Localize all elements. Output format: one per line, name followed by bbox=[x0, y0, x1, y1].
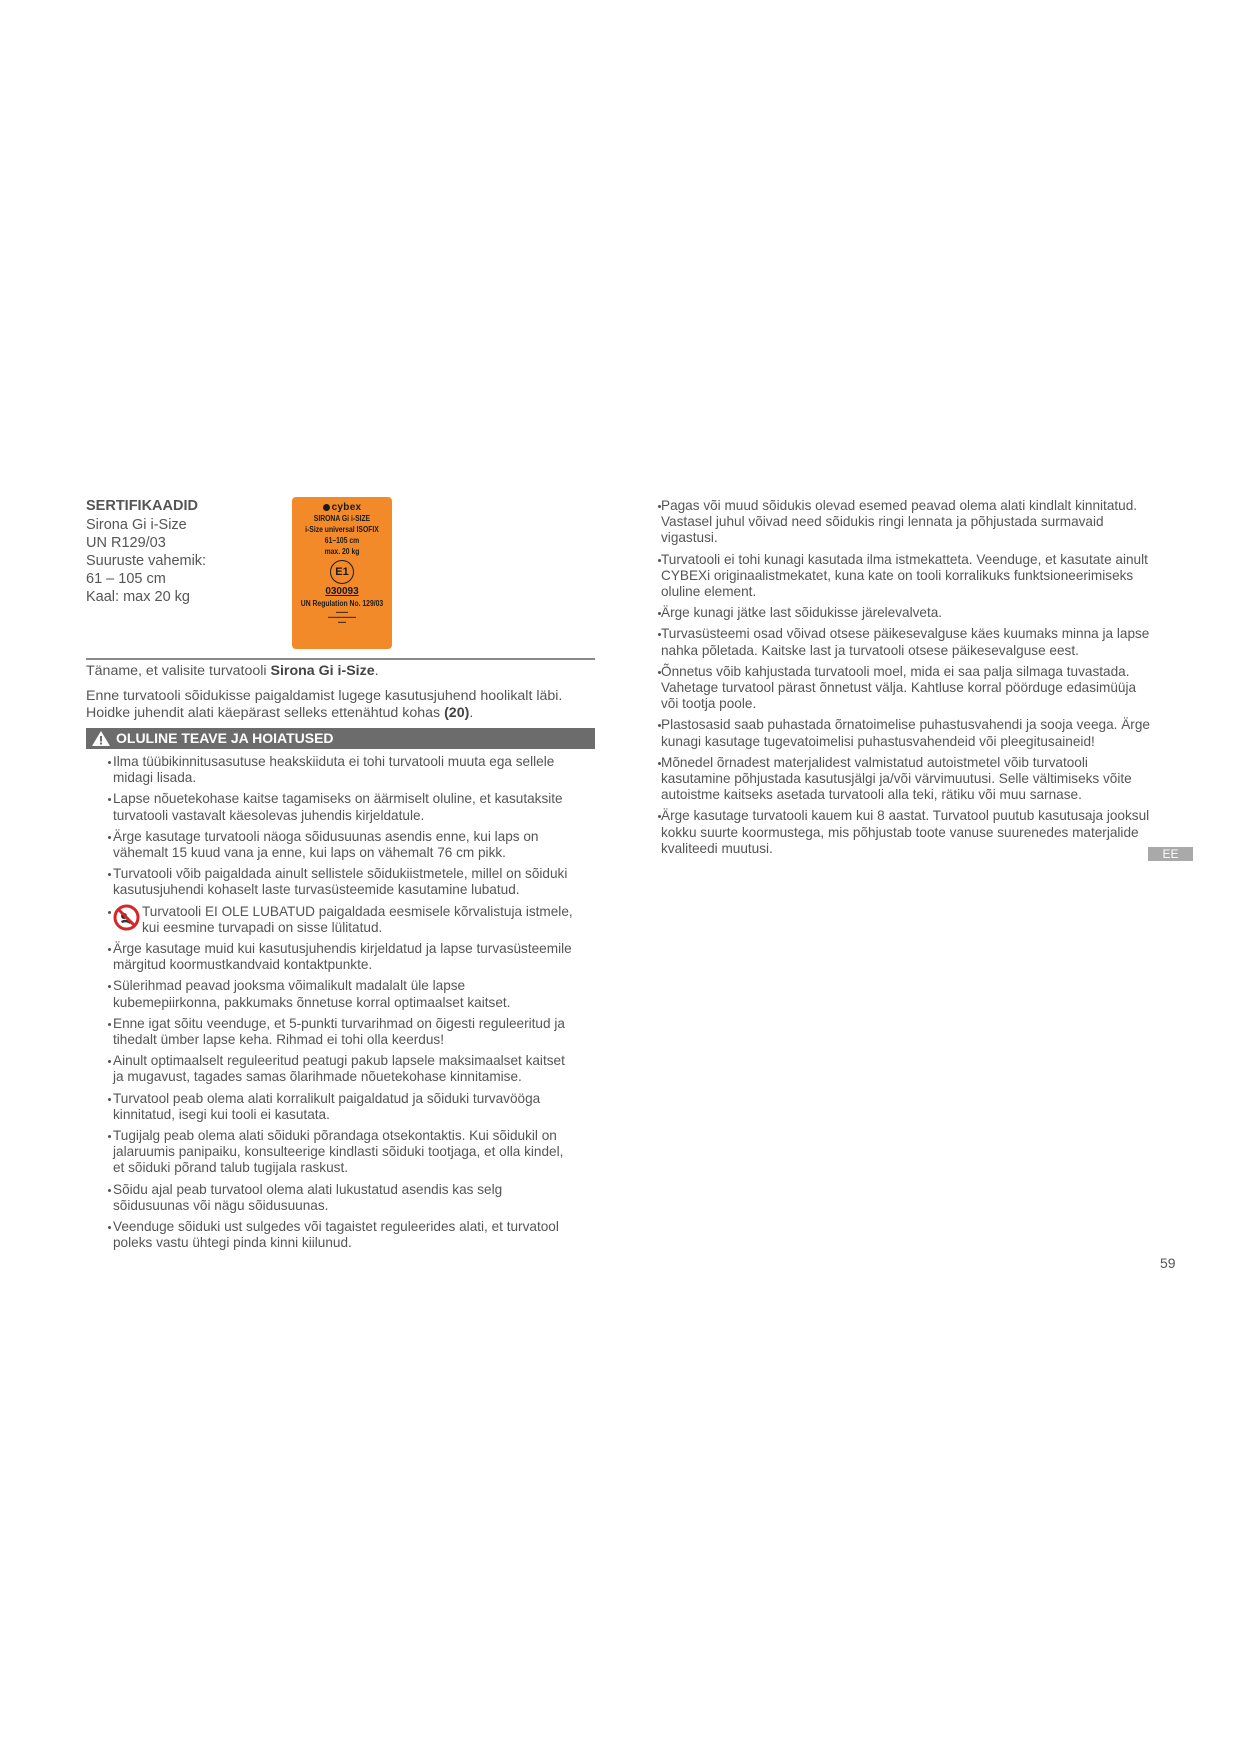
certificate-product: Sirona Gi i-Size bbox=[86, 517, 187, 533]
warning-header bbox=[86, 728, 595, 749]
approval-label bbox=[292, 497, 392, 649]
e-mark-icon: E1 bbox=[330, 560, 354, 584]
list-item: Ärge kunagi jätke last sõidukisse järelevalveta. bbox=[632, 605, 1152, 621]
label-weight: max. 20 kg bbox=[324, 547, 360, 556]
intro-instructions: Enne turvatooli sõidukisse paigaldamist lugege kasutusjuhend hoolikalt läbi. Hoidke juhendit alati käepärast selleks ettenähtud kohas (20). bbox=[86, 687, 563, 721]
section-divider bbox=[86, 658, 595, 660]
list-item: Turvatooli ei tohi kunagi kasutada ilma istmekatteta. Veenduge, et kasutate ainult CYBEXi originaalistmekatet, kuna kate on tooli korralikuks funktsioneerimiseks oluline element. bbox=[632, 552, 1152, 601]
list-item: Plastosasid saab puhastada õrnatoimelise puhastusvahendi ja sooja veega. Ärge kunagi kasutage tugevatoimelisi puhastusvahendeid või pleegitusaineid! bbox=[632, 717, 1152, 749]
label-regulation: UN Regulation No. 129/03 bbox=[300, 599, 384, 608]
list-item: Veenduge sõiduki ust sulgedes või tagaistet reguleerides alati, et turvatool poleks vastu ühtegi pinda kinni kiilunud. bbox=[86, 1219, 576, 1251]
warning-triangle-icon bbox=[91, 730, 111, 747]
certificate-weight: Kaal: max 20 kg bbox=[86, 589, 190, 605]
list-item: Enne igat sõitu veenduge, et 5-punkti turvarihmad on õigesti reguleeritud ja tihedalt ümber lapse keha. Rihmad ei tohi olla keerdus! bbox=[86, 1016, 576, 1048]
warnings-list-left bbox=[86, 754, 576, 1256]
label-model: SIRONA Gi i-SIZE bbox=[313, 514, 371, 523]
no-airbag-icon bbox=[113, 904, 140, 931]
list-item: Lapse nõuetekohase kaitse tagamiseks on äärmiselt oluline, et kasutaksite turvatooli vastavalt käesolevas juhendis kirjeldatule. bbox=[86, 791, 576, 823]
certificates-title: SERTIFIKAADID bbox=[86, 498, 198, 514]
cybex-logo: cybex bbox=[292, 502, 392, 513]
list-item: Tugijalg peab olema alati sõiduki põrandaga otsekontaktis. Kui sõidukil on jalaruumis panipaiku, konsulteerige kindlasti sõiduki tootjaga, et olla kindel, et sõiduki põrand talub tugijala raskust. bbox=[86, 1128, 576, 1177]
list-item: Ilma tüübikinnitusasutuse heakskiiduta ei tohi turvatooli muuta ega sellele midagi lisada. bbox=[86, 754, 576, 786]
label-class: i-Size universal ISOFIX bbox=[305, 525, 379, 534]
language-tab: EE bbox=[1148, 847, 1193, 861]
list-item: Ärge kasutage muid kui kasutusjuhendis kirjeldatud ja lapse turvasüsteemile märgitud koormustkandvaid kontaktpunkte. bbox=[86, 941, 576, 973]
list-item: Sõidu ajal peab turvatool olema alati lukustatud asendis kas selg sõidusuunas või nägu sõidusuunas. bbox=[86, 1182, 576, 1214]
list-item: Ainult optimaalselt reguleeritud peatugi pakub lapsele maksimaalset kaitset ja mugavust, tagades samas õlarihmade nõuetekohase kinnitamise. bbox=[86, 1053, 576, 1085]
warnings-list-right bbox=[632, 498, 1152, 862]
list-item: Turvatooli võib paigaldada ainult sellistele sõidukiistmetele, millel on sõiduki kasutusjuhendi kohaselt laste turvasüsteemide kasutamine lubatud. bbox=[86, 866, 576, 898]
intro-thanks: Täname, et valisite turvatooli Sirona Gi i-Size. bbox=[86, 663, 379, 679]
list-item: Pagas või muud sõidukis olevad esemed peavad olema alati kindlalt kinnitatud. Vastasel juhul võivad need sõidukis ringi lennata ja põhjustada surmavaid vigastusi. bbox=[632, 498, 1152, 547]
label-approval-number: 030093 bbox=[325, 586, 359, 597]
certificates-block bbox=[86, 497, 286, 606]
list-item: Õnnetus võib kahjustada turvatooli moel, mida ei saa palja silmaga tuvastada. Vahetage turvatool pärast õnnetust välja. Kahtluse korral pöörduge edasimüüja või tootja poole. bbox=[632, 664, 1152, 713]
list-item: Turvatool peab olema alati korralikult paigaldatud ja sõiduki turvavööga kinnitatud, isegi kui tooli ei kasutata. bbox=[86, 1091, 576, 1123]
certificate-size-range: 61 – 105 cm bbox=[86, 571, 166, 587]
list-item: Ärge kasutage turvatooli kauem kui 8 aastat. Turvatool puutub kasutusaja jooksul kokku suurte koormustega, mis põhjustab toote vanuse suurenedes materjalide kvaliteedi muutusi. bbox=[632, 808, 1152, 857]
certificate-size-label: Suuruste vahemik: bbox=[86, 553, 207, 569]
list-item: Sülerihmad peavad jooksma võimalikult madalalt üle lapse kubemepiirkonna, pakkumaks õnnetuse korral optimaalset kaitset. bbox=[86, 978, 576, 1010]
list-item: Turvatooli EI OLE LUBATUD paigaldada eesmisele kõrvalistuja istmele, kui eesmine turvapadi on sisse lülitatud. bbox=[86, 904, 576, 936]
page-number: 59 bbox=[1160, 1255, 1176, 1271]
list-item: Turvasüsteemi osad võivad otsese päikesevalguse käes kuumaks minna ja lapse nahka põletada. Kaitske last ja turvatooli otsese päikesevalguse eest. bbox=[632, 626, 1152, 658]
certificate-regulation: UN R129/03 bbox=[86, 535, 166, 551]
label-fine-print: ▬▬▬ ▬▬▬▬▬▬▬ ▬▬ bbox=[328, 609, 356, 624]
list-item: Mõnedel õrnadest materjalidest valmistatud autoistmetel võib turvatooli kasutamine põhjustada kasutusjälgi ja/või värvimuutusi. Selle vältimiseks võite autoistme kaitseks asetada turvatooli alla teki, rätiku või muu sarnase. bbox=[632, 755, 1152, 804]
label-size: 61–105 cm bbox=[324, 536, 360, 545]
list-item: Ärge kasutage turvatooli näoga sõidusuunas asendis enne, kui laps on vähemalt 15 kuud vana ja enne, kui laps on vähemalt 76 cm pikk. bbox=[86, 829, 576, 861]
intro-text bbox=[86, 663, 596, 730]
warning-header-text: OLULINE TEAVE JA HOIATUSED bbox=[116, 730, 334, 746]
